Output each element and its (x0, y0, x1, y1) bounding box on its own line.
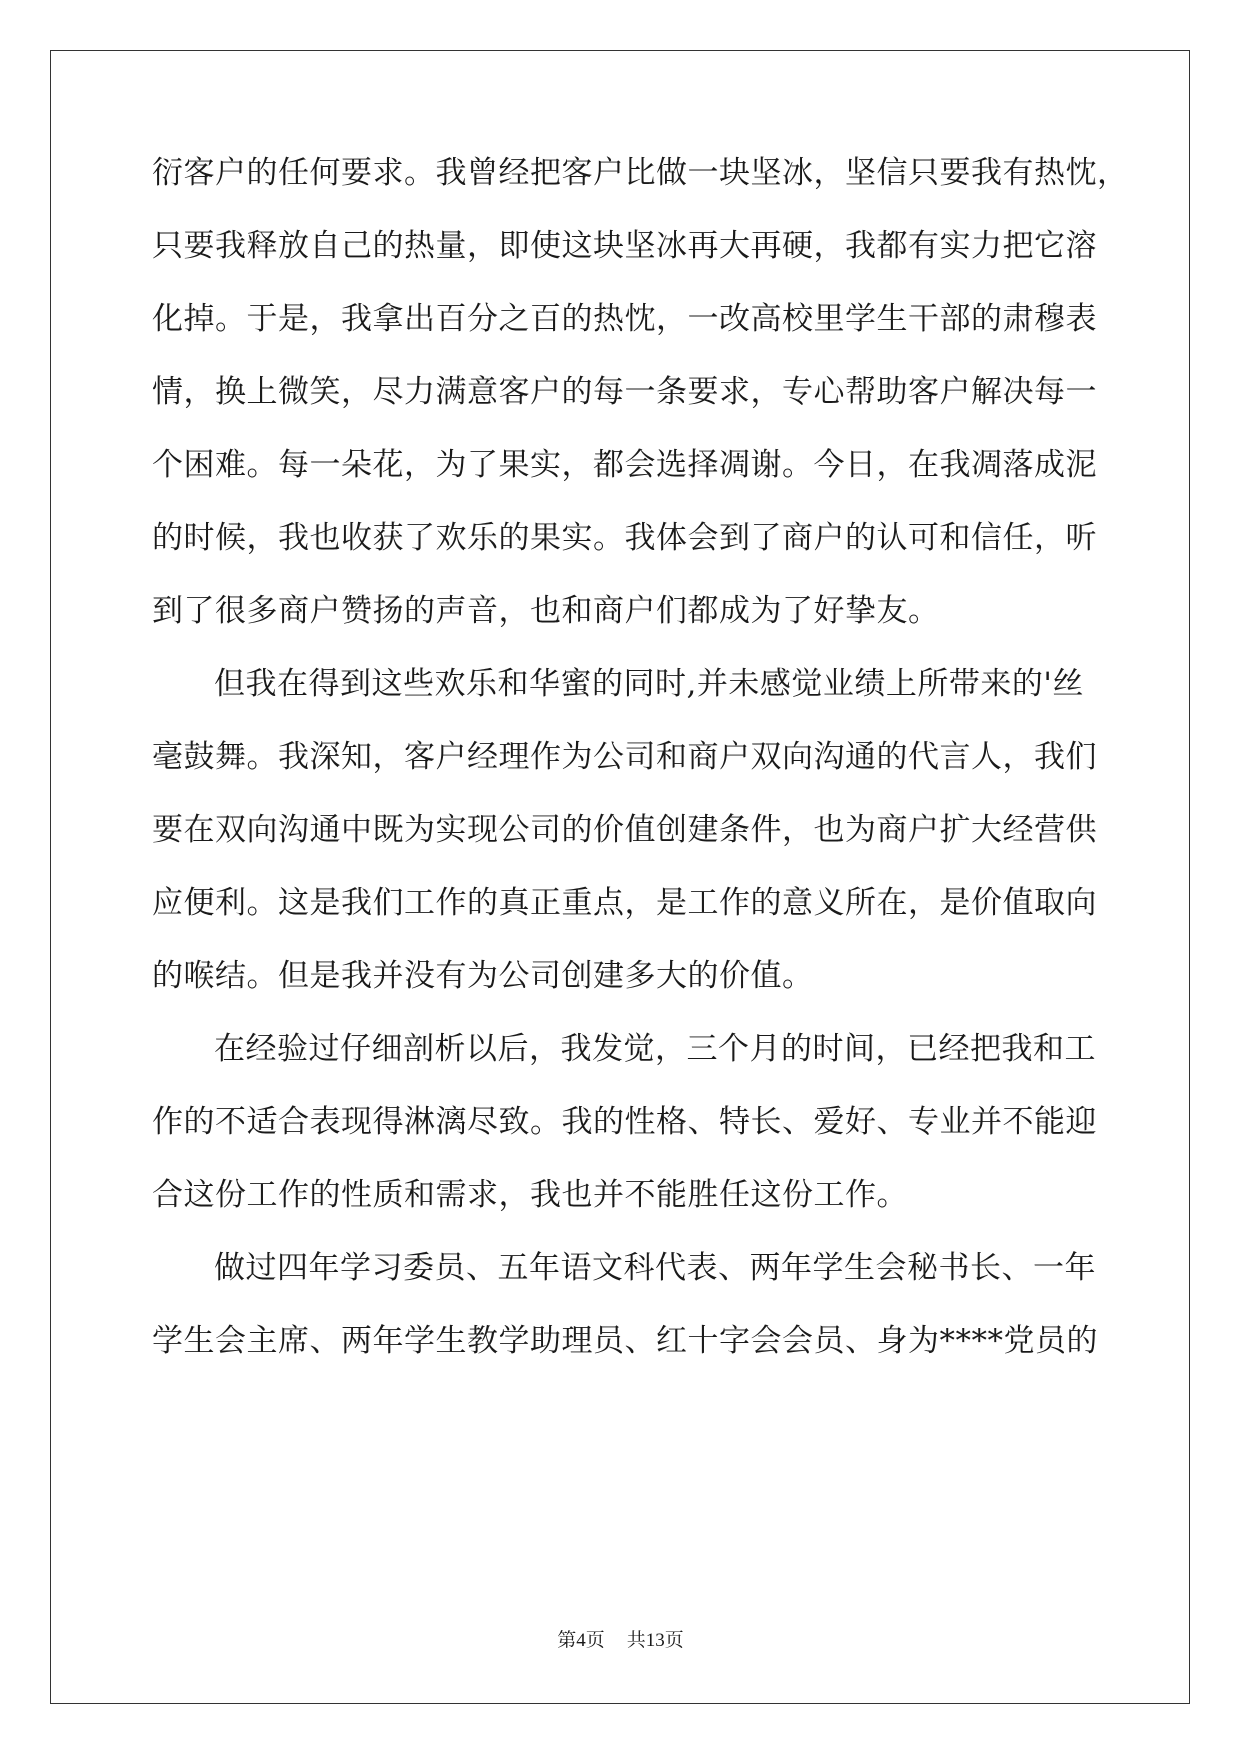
paragraph-line: 的时候，我也收获了欢乐的果实。我体会到了商户的认可和信任，听 (152, 520, 1097, 556)
page-footer (0, 1629, 1241, 1653)
page-number: 第4页 (557, 1630, 605, 1651)
paragraph-line: 情，换上微笑，尽力满意客户的每一条要求，专心帮助客户解决每一 (152, 374, 1097, 410)
paragraph-line: 到了很多商户赞扬的声音，也和商户们都成为了好挚友。 (152, 593, 940, 629)
paragraph-line: 的喉结。但是我并没有为公司创建多大的价值。 (152, 958, 814, 994)
paragraph-line: 化掉。于是，我拿出百分之百的热忱，一改高校里学生干部的肃穆表 (152, 301, 1097, 337)
paragraph-line: 毫鼓舞。我深知，客户经理作为公司和商户双向沟通的代言人，我们 (152, 739, 1097, 775)
paragraph-line: 要在双向沟通中既为实现公司的价值创建条件，也为商户扩大经营供 (152, 812, 1097, 848)
paragraph-line: 合这份工作的性质和需求，我也并不能胜任这份工作。 (152, 1177, 908, 1213)
total-pages: 共13页 (626, 1630, 684, 1651)
paragraph-line: 个困难。每一朵花，为了果实，都会选择凋谢。今日，在我凋落成泥 (152, 447, 1097, 483)
paragraph-line: 只要我释放自己的热量，即使这块坚冰再大再硬，我都有实力把它溶 (152, 228, 1097, 264)
paragraph-first-line: 但我在得到这些欢乐和华蜜的同时,并未感觉业绩上所带来的'丝 (214, 666, 1084, 702)
paragraph-line: 作的不适合表现得淋漓尽致。我的性格、特长、爱好、专业并不能迎 (152, 1104, 1097, 1140)
paragraph-line: 学生会主席、两年学生教学助理员、红十字会会员、身为****党员的 (152, 1323, 1098, 1359)
paragraph-line: 应便利。这是我们工作的真正重点，是工作的意义所在，是价值取向 (152, 885, 1097, 921)
paragraph-first-line: 做过四年学习委员、五年语文科代表、两年学生会秘书长、一年 (214, 1250, 1096, 1286)
paragraph-line: 衍客户的任何要求。我曾经把客户比做一块坚冰，坚信只要我有热忱， (152, 155, 1129, 191)
paragraph-first-line: 在经验过仔细剖析以后，我发觉，三个月的时间，已经把我和工 (214, 1031, 1096, 1067)
